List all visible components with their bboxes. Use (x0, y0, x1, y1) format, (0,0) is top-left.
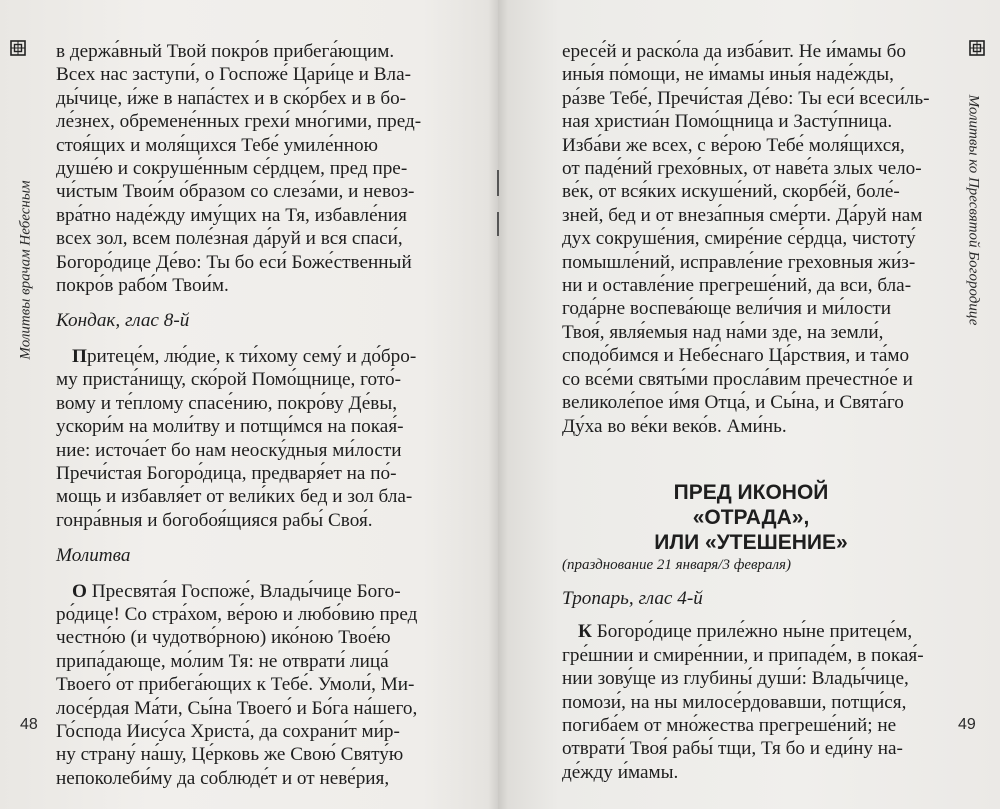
text-line: мощь и избавля́ет от вели́ких бед и зол бла- (56, 486, 413, 508)
text-line (562, 620, 940, 643)
text-line: припа́дающе, мо́лим Тя: не отврати́ лица́ (56, 650, 389, 672)
drop-cap: К (578, 621, 592, 643)
text-line: всех зол, всем поле́зная да́руй и вся спаси́, (56, 228, 403, 250)
text-line: помышле́ний, исправле́ние греховныя жи́з- (562, 251, 916, 273)
text-line: ние: источа́ет бо нам неоску́дныя ми́лости (56, 439, 402, 461)
text-line: вому и те́плому спасе́нию, покро́ву Де́вы, (56, 392, 398, 414)
text-line: помози́, на ны милосе́рдовавши, потщи́ся, (562, 691, 907, 713)
text-line: гонра́вныя и богобоя́щияся рабы́ Своя́. (56, 509, 373, 531)
heading-line: ПРЕД ИКОНОЙ (673, 480, 829, 504)
kontak-title: Кондак, глас 8-й (56, 310, 190, 332)
page-number-right: 49 (958, 716, 976, 733)
heading-line: «ОТРАДА», (692, 505, 810, 529)
text-line: гре́шнии и смире́ннии, и припаде́м, в покая́- (562, 644, 924, 666)
text-line: Богоро́дице Де́во: Ты бо еси́ Боже́ственный (56, 251, 412, 273)
feast-date: (празднование 21 января/3 февраля) (562, 556, 792, 573)
text-line: отврати́ Твоя́ рабы́ тщи, Тя бо и еди́ну на- (562, 738, 903, 760)
text-line: зней, бед и от внеза́пныя сме́рти. Да́руй нам (562, 204, 923, 226)
gutter-mark (497, 170, 499, 196)
text-line: ускори́м на моли́тву и потщи́мся на покая́- (56, 416, 404, 438)
text-line: сподо́бимся и Небе́снаго Ца́рствия, и та́мо (562, 345, 910, 367)
left-running-head: Молитвы врачам Небесным (17, 180, 34, 360)
text-line: стоя́щих и моля́щихся Тебе́ умиле́нною (56, 134, 378, 156)
text-line: честно́ю (и чудотво́рною) ико́ною Твое́ю (56, 627, 391, 649)
text-line: душе́ю и сокруше́нным се́рдцем, пред пре- (56, 158, 408, 180)
text-line (56, 345, 446, 368)
text-line: ды́чице, и́же в напа́стех и в ско́рбех и в бо- (56, 87, 407, 109)
text-line: ро́дице! Со стра́хом, ве́рою и любо́вию пред (56, 603, 418, 625)
text-line: ни и оставле́ние прегреше́ний, да вси, бла- (562, 275, 912, 297)
text-line: му приста́нищу, ско́рой Помо́щнице, гото́- (56, 369, 401, 391)
text-line: ра́зве Тебе́, Пречи́стая Де́во: Ты еси́ всеси́ль- (562, 87, 930, 109)
text-line: покро́в рабо́м Твои́м. (56, 275, 229, 297)
text-line: непоколеби́му да соблюде́т и от неве́рия, (56, 767, 390, 789)
heading-line: ИЛИ «УТЕШЕНИЕ» (654, 530, 848, 554)
ornament-icon (10, 40, 26, 56)
book-gutter (488, 0, 508, 809)
text-line: дух сокруше́ния, смире́ние се́рдца, чистоту́ (562, 228, 916, 250)
molitva-title: Молитва (56, 545, 131, 567)
page-number-left: 48 (20, 716, 38, 733)
text-line: ну страну́ на́шу, Це́рковь же Свою́ Святу́ю (56, 744, 404, 766)
text-line: Ду́ха во ве́ки веко́в. Ами́нь. (562, 415, 787, 437)
text-line: Пречи́стая Богоро́дица, предваря́ет на по́- (56, 462, 397, 484)
text-line: чи́стым Твои́м о́бразом со слеза́ми, и невоз- (56, 181, 415, 203)
ornament-icon (969, 40, 985, 56)
text-line: де́жду и́мамы. (562, 761, 679, 783)
text-line: от паде́ний грехо́вных, от наве́та злых чело- (562, 158, 922, 180)
section-spacer (562, 438, 940, 480)
text-line-span: ритеце́м, лю́дие, к ти́хому сему́ и до́бро- (86, 345, 417, 367)
tropar-title: Тропарь, глас 4-й (562, 587, 703, 609)
text-line: Твоя́, явля́емыя над на́ми зде, на земли́, (562, 321, 884, 343)
drop-cap: О (72, 580, 87, 602)
text-line: года́рне воспева́юще вели́чия и ми́лости (562, 298, 892, 320)
text-line: ины́я по́мощи, не и́мамы ины́я наде́жды, (562, 64, 894, 86)
text-line: вра́тно наде́жду иму́щих на Тя, избавле́ния (56, 204, 408, 226)
right-running-head: Молитвы ко Пресвятой Богородице (965, 94, 982, 326)
text-line: Изба́ви же всех, с ве́рою Тебе́ моля́щихся, (562, 134, 905, 156)
text-line: нии зову́ще из глубины́ души́: Влады́чице, (562, 668, 909, 690)
text-line-span: Богоро́дице приле́жно ны́не притеце́м, (591, 621, 913, 643)
text-line: Всех нас заступи́, о Госпоже́ Цари́це и Вла- (56, 64, 412, 86)
text-line: ве́к, от вся́ких искуше́ний, скорбе́й, боле́- (562, 181, 900, 203)
text-line: ле́знех, обремене́нных грехи́ мно́гими, пред- (56, 111, 422, 133)
text-line-span: Пресвята́я Госпоже́, Влады́чице Бого- (86, 580, 401, 602)
text-line: со все́ми святы́ми просла́вим пречестно́е и (562, 368, 913, 390)
text-line: ная христиа́н Помо́щница и Засту́пница. (562, 111, 893, 133)
section-heading (562, 480, 940, 555)
text-line: ересе́й и раско́ла да изба́вит. Не и́мамы бо (562, 41, 906, 62)
gutter-mark (497, 212, 499, 236)
text-line (56, 580, 446, 603)
text-line: лосе́рдая Ма́ти, Сы́на Твоего́ и Бо́га на́шего, (56, 697, 418, 719)
drop-cap: П (72, 345, 87, 367)
text-line: Твоего́ от прибега́ющих к Тебе́. Умоли́, Ми- (56, 674, 415, 696)
right-text-block (562, 40, 940, 784)
text-line: Го́спода Иису́са Христа́, да сохрани́т ми́р- (56, 720, 400, 742)
left-text-block (56, 40, 446, 790)
text-line: в держа́вный Твой покро́в прибега́ющим. (56, 41, 395, 62)
text-line: великоле́пое и́мя Отца́, и Сы́на, и Свята́го (562, 392, 904, 414)
text-line: погиба́ем от мно́жества прегреше́ний; не (562, 714, 897, 736)
